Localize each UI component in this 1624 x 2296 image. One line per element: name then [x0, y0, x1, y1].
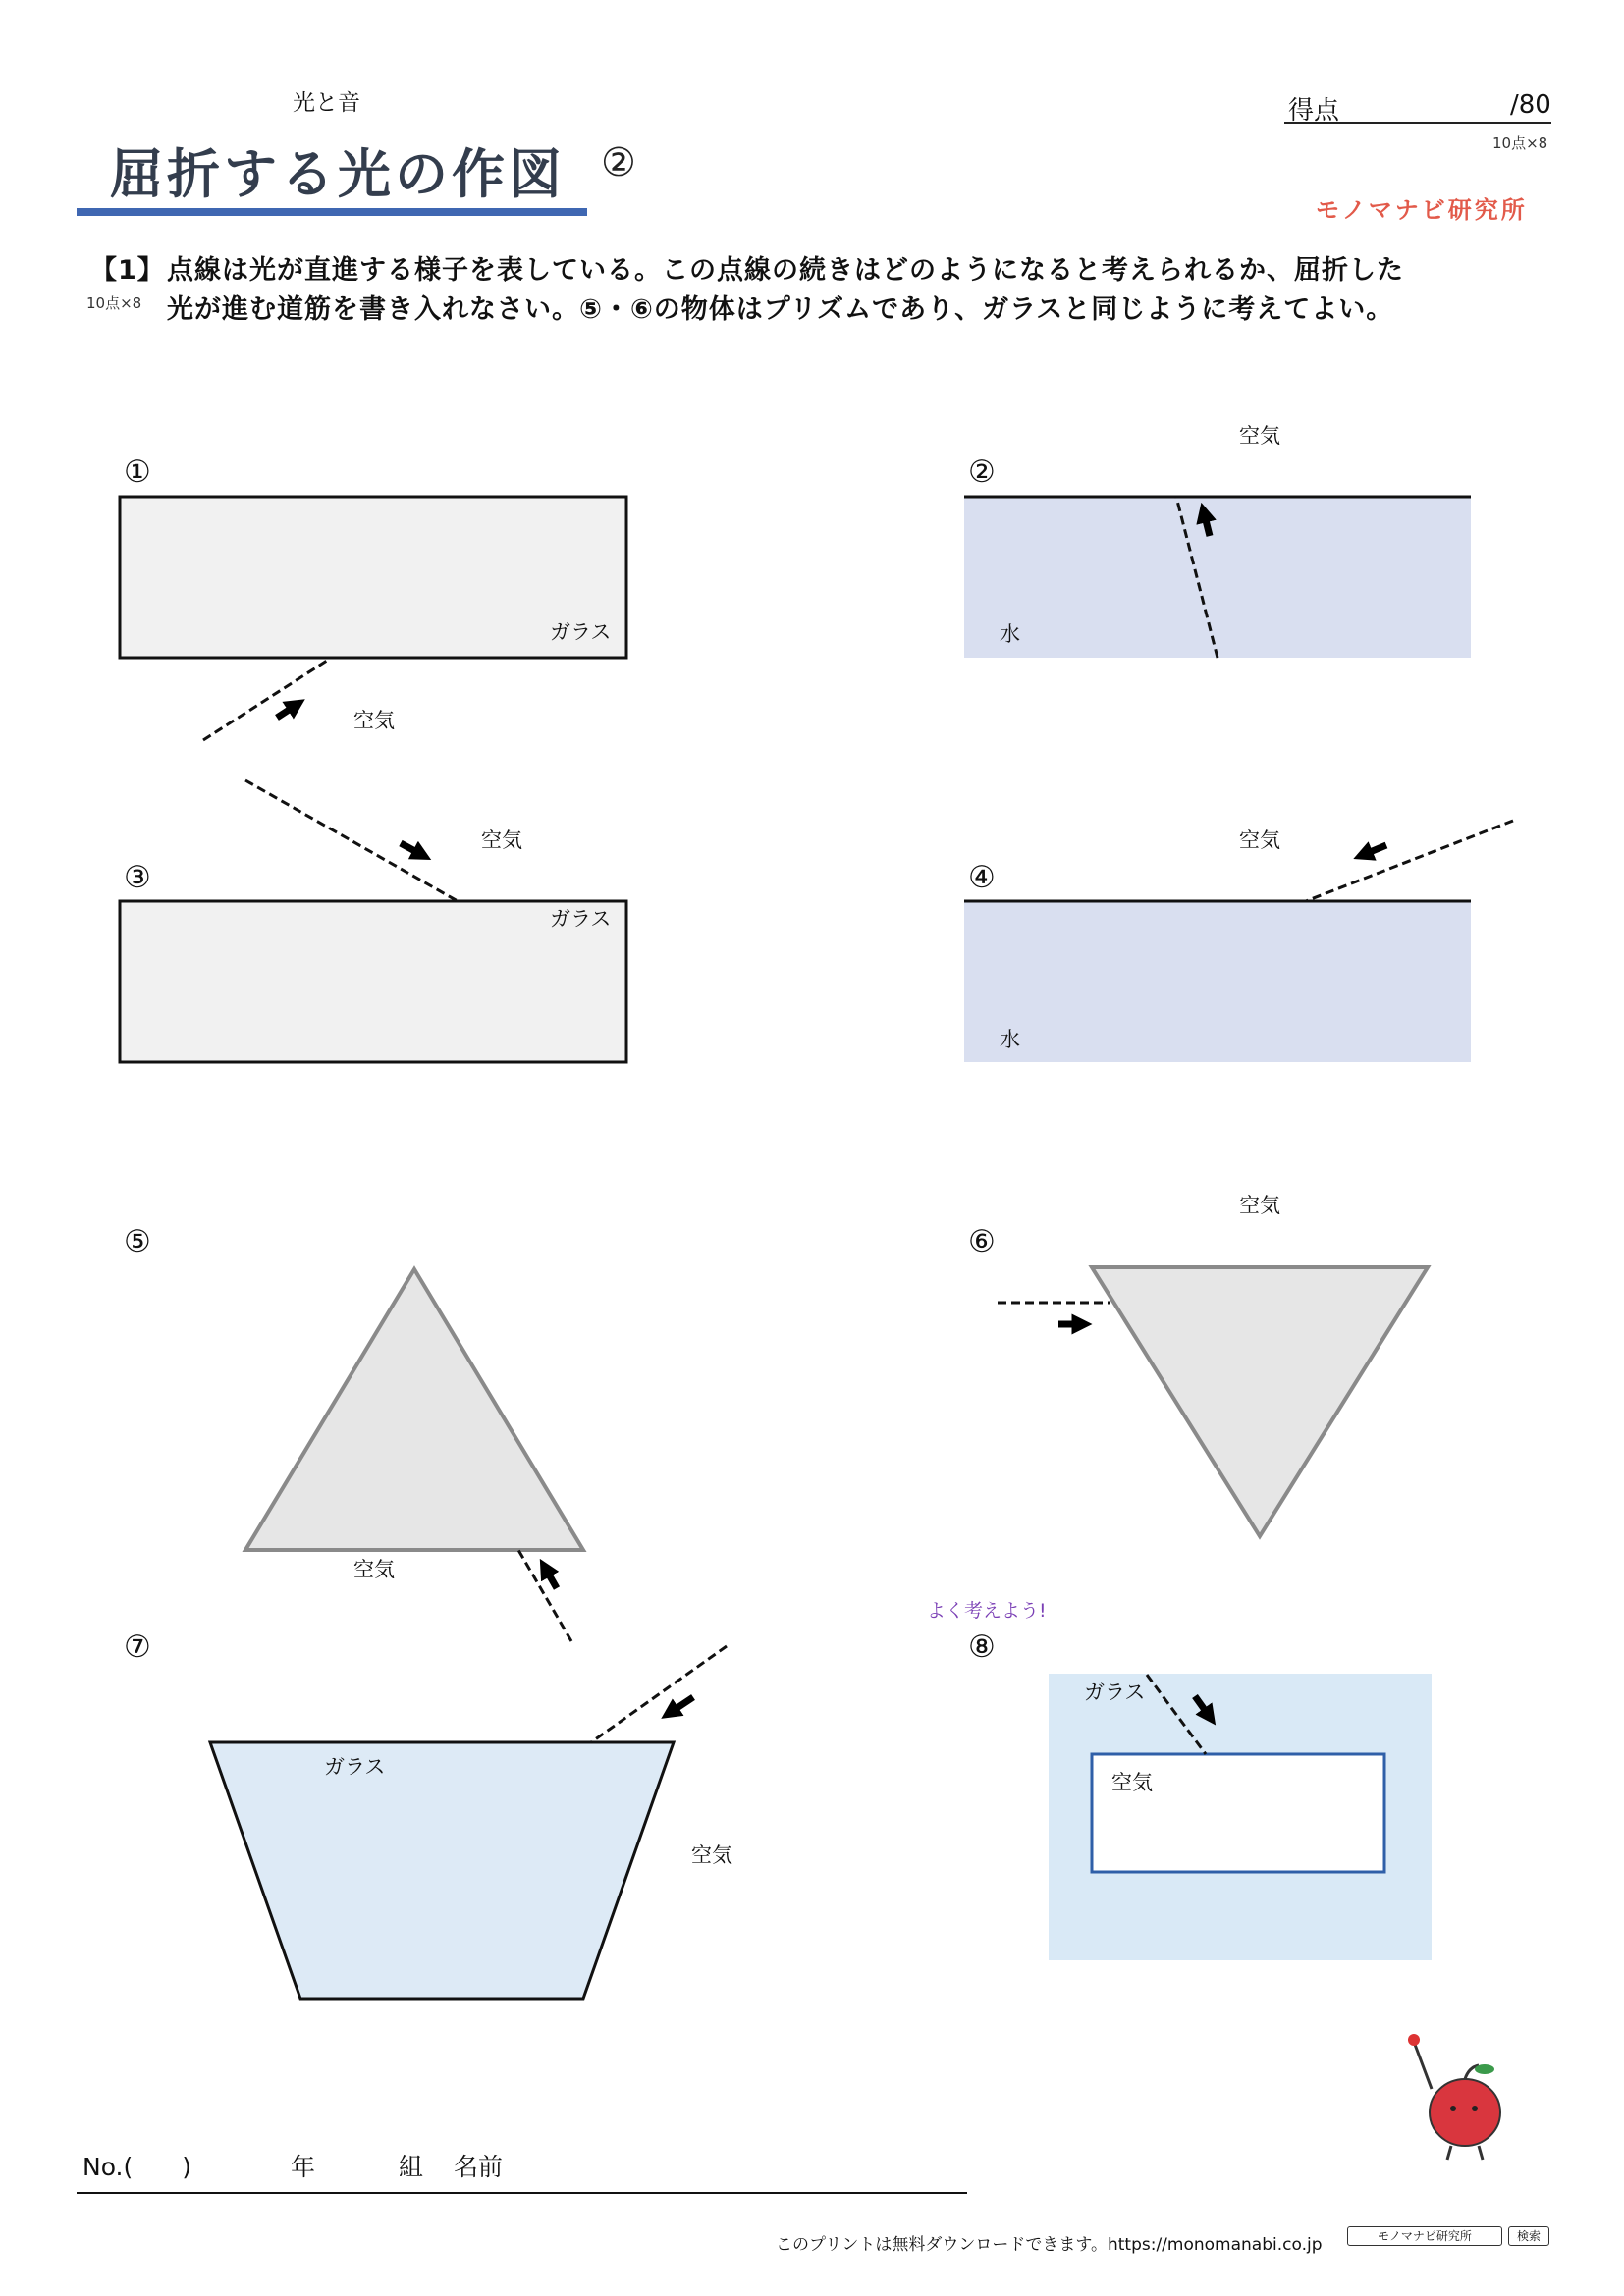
student-number-field[interactable]: No.( ) [82, 2153, 192, 2181]
title-number: ② [601, 140, 636, 186]
p3-incident-ray [245, 780, 458, 901]
p2-outer-label: 空気 [1239, 424, 1280, 448]
p7-inner-label: ガラス [324, 1755, 386, 1779]
apple-mascot [1408, 2034, 1500, 2160]
score-label: 得点 [1288, 96, 1340, 126]
score-max: /80 [1510, 90, 1551, 120]
brand-logo: モノマナビ研究所 [1316, 196, 1528, 224]
p3-number: ③ [124, 860, 151, 895]
p1-arrow [277, 705, 297, 718]
p4-incident-ray [1306, 821, 1513, 901]
p5-outer-label: 空気 [353, 1558, 395, 1581]
p5-arrow [545, 1568, 557, 1588]
class-label: 組 [399, 2153, 424, 2181]
year-label: 年 [291, 2153, 316, 2181]
p8-number: ⑧ [968, 1629, 996, 1665]
p4-water [964, 901, 1471, 1062]
question-line-2: 光が進む道筋を書き入れなさい。⑤・⑥の物体はプリズムであり、ガラスと同じように考えてよい。 [167, 294, 1394, 325]
search-button[interactable]: 検索 [1508, 2226, 1549, 2246]
p2-number: ② [968, 454, 996, 490]
p7-number: ⑦ [124, 1629, 151, 1665]
p7-incident-ray [591, 1646, 727, 1742]
p8-hint: よく考えよう! [927, 1600, 1047, 1622]
p7-arrow [670, 1697, 693, 1713]
p8-inner-label: 空気 [1111, 1771, 1153, 1794]
p6-number: ⑥ [968, 1224, 996, 1259]
question-line-1: 点線は光が直進する様子を表している。この点線の続きはどのようになると考えられるか、屈折した [167, 255, 1404, 286]
p7-outer-label: 空気 [691, 1843, 732, 1867]
p1-outer-label: 空気 [353, 709, 395, 732]
p2-water [964, 497, 1471, 658]
p5-prism [245, 1269, 583, 1550]
question-bracket: 【1】 [90, 255, 165, 286]
p5-number: ⑤ [124, 1224, 151, 1259]
p3-arrow [401, 843, 422, 855]
p1-number: ① [124, 454, 151, 490]
download-notice: このプリントは無料ダウンロードできます。https://monomanabi.co.jp [776, 2235, 1323, 2255]
p4-arrow [1363, 845, 1386, 855]
p6-prism [1092, 1267, 1428, 1536]
p4-number: ④ [968, 860, 996, 895]
p3-inner-label: ガラス [550, 907, 612, 931]
p3-outer-label: 空気 [481, 828, 522, 852]
p5-incident-ray [518, 1550, 571, 1641]
name-label: 名前 [454, 2153, 504, 2181]
p6-outer-label: 空気 [1239, 1194, 1280, 1217]
p1-incident-ray [203, 659, 330, 740]
subject-label: 光と音 [293, 90, 360, 116]
p2-inner-label: 水 [1000, 622, 1020, 646]
p7-trapezoid [210, 1742, 674, 1999]
search-box[interactable]: モノマナビ研究所 [1347, 2226, 1502, 2246]
p1-inner-label: ガラス [550, 620, 612, 644]
p4-outer-label: 空気 [1239, 828, 1280, 852]
question-points: 10点×8 [86, 294, 142, 312]
p4-inner-label: 水 [1000, 1028, 1020, 1051]
p8-outer-label: ガラス [1084, 1681, 1146, 1704]
score-points-note: 10点×8 [1492, 134, 1548, 152]
page-title: 屈折する光の作図 [110, 143, 566, 205]
